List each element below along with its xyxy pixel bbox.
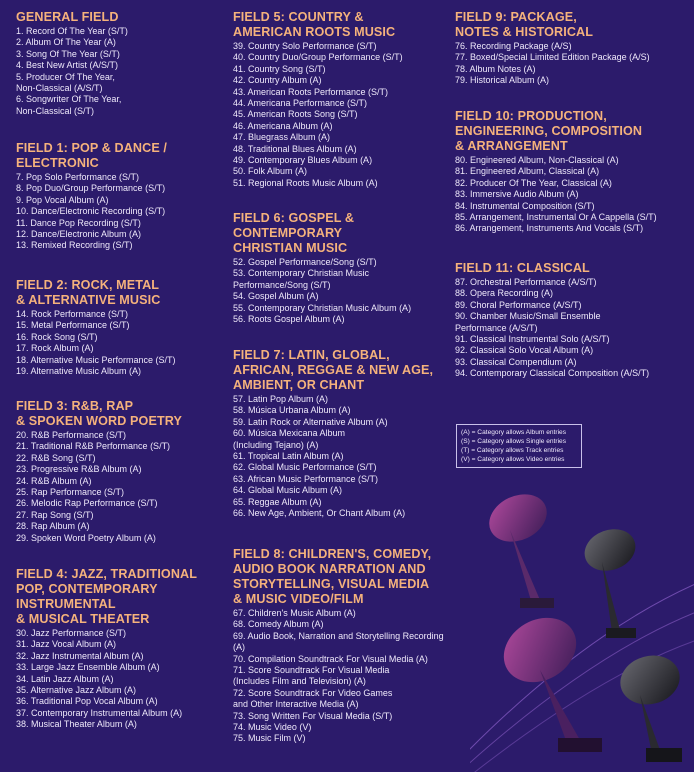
category-item: 56. Roots Gospel Album (A) — [233, 314, 345, 325]
field-heading: FIELD 5: COUNTRY & AMERICAN ROOTS MUSIC — [233, 10, 396, 39]
field-heading: FIELD 10: PRODUCTION, ENGINEERING, COMPOSITION & ARRANGEMENT — [455, 109, 643, 153]
category-item: 47. Bluegrass Album (A) — [233, 132, 331, 143]
category-item: 63. African Music Performance (S/T) — [233, 473, 379, 484]
category-item: 27. Rap Song (S/T) — [16, 509, 94, 520]
category-item: 81. Engineered Album, Classical (A) — [455, 166, 600, 177]
category-item: 61. Tropical Latin Album (A) — [233, 451, 344, 462]
category-item: 75. Music Film (V) — [233, 733, 306, 744]
category-item: 80. Engineered Album, Non-Classical (A) — [455, 155, 619, 165]
field-section — [233, 348, 451, 519]
category-item: 64. Global Music Album (A) — [233, 485, 343, 496]
field-section — [16, 567, 222, 731]
field-section — [233, 211, 451, 325]
category-item: 5. Producer Of The Year, Non-Classical (A/S/T) — [16, 71, 115, 94]
category-item: 34. Latin Jazz Album (A) — [16, 673, 114, 684]
category-item: 30. Jazz Performance (S/T) — [16, 628, 127, 638]
category-item: 82. Producer Of The Year, Classical (A) — [455, 177, 612, 188]
category-item: 48. Traditional Blues Album (A) — [233, 143, 357, 154]
category-item: 60. Música Mexicana Album (Including Tejano) (A) — [233, 428, 346, 450]
category-item: 16. Rock Song (S/T) — [16, 331, 98, 342]
category-item: 7. Pop Solo Performance (S/T) — [16, 172, 140, 182]
category-item: 23. Progressive R&B Album (A) — [16, 464, 142, 475]
field-heading: FIELD 7: LATIN, GLOBAL, AFRICAN, REGGAE & NEW AGE, AMBIENT, OR CHANT — [233, 348, 434, 392]
field-heading: GENERAL FIELD — [16, 10, 119, 24]
field-heading: FIELD 1: POP & DANCE / ELECTRONIC — [16, 141, 168, 170]
category-list — [233, 41, 451, 189]
category-item: 13. Remixed Recording (S/T) — [16, 240, 133, 251]
category-list — [16, 26, 222, 117]
category-list — [455, 41, 687, 87]
category-item: 92. Classical Solo Vocal Album (A) — [455, 345, 594, 356]
category-item: 14. Rock Performance (S/T) — [16, 309, 129, 319]
gramophone-trophies-illustration — [470, 480, 694, 772]
category-item: 51. Regional Roots Music Album (A) — [233, 177, 378, 188]
trophy-4 — [615, 649, 685, 762]
category-item: 78. Album Notes (A) — [455, 63, 536, 74]
category-item: 36. Traditional Pop Vocal Album (A) — [16, 696, 158, 707]
category-item: 53. Contemporary Christian Music Performance/Song (S/T) — [233, 268, 370, 290]
category-item: 1. Record Of The Year (S/T) — [16, 26, 128, 36]
category-item: 19. Alternative Music Album (A) — [16, 366, 142, 377]
category-item: 71. Score Soundtrack For Visual Media (Includes Film and Television) (A) — [233, 665, 390, 687]
field-section — [16, 10, 222, 117]
field-section — [16, 141, 222, 252]
category-item: 21. Traditional R&B Performance (S/T) — [16, 441, 171, 452]
category-item: 17. Rock Album (A) — [16, 343, 94, 354]
category-item: 59. Latin Rock or Alternative Album (A) — [233, 416, 388, 427]
trophy-2 — [579, 522, 642, 638]
category-list — [16, 430, 222, 544]
category-item: 83. Immersive Audio Album (A) — [455, 189, 579, 200]
category-item: 6. Songwriter Of The Year, Non-Classical (S/T) — [16, 94, 122, 116]
legend-track: (T) = Category allows Track entries — [461, 447, 564, 454]
category-item: 38. Musical Theater Album (A) — [16, 719, 137, 730]
field-section — [16, 278, 222, 377]
category-item: 91. Classical Instrumental Solo (A/S/T) — [455, 334, 610, 345]
field-heading: FIELD 9: PACKAGE, NOTES & HISTORICAL — [455, 10, 594, 39]
category-item: 74. Music Video (V) — [233, 722, 312, 733]
legend-video: (V) = Category allows Video entries — [461, 456, 565, 463]
category-list — [16, 172, 222, 252]
legend-album: (A) = Category allows Album entries — [461, 429, 566, 436]
category-legend — [456, 424, 582, 468]
category-item: 58. Música Urbana Album (A) — [233, 405, 351, 416]
category-item: 55. Contemporary Christian Music Album (A) — [233, 302, 412, 313]
category-item: 86. Arrangement, Instruments And Vocals (S/T) — [455, 223, 644, 234]
field-section — [455, 10, 687, 87]
category-item: 79. Historical Album (A) — [455, 75, 550, 86]
category-item: 76. Recording Package (A/S) — [455, 41, 572, 51]
category-list — [455, 155, 687, 235]
category-item: 31. Jazz Vocal Album (A) — [16, 639, 117, 650]
category-item: 73. Song Written For Visual Media (S/T) — [233, 710, 393, 721]
field-heading: FIELD 11: CLASSICAL — [455, 261, 590, 275]
category-item: 10. Dance/Electronic Recording (S/T) — [16, 206, 166, 217]
category-list — [16, 628, 222, 731]
category-item: 12. Dance/Electronic Album (A) — [16, 229, 142, 240]
field-section — [233, 10, 451, 189]
field-heading: FIELD 2: ROCK, METAL & ALTERNATIVE MUSIC — [16, 278, 161, 307]
category-list — [233, 257, 451, 325]
field-heading: FIELD 4: JAZZ, TRADITIONAL POP, CONTEMPORARY INSTRUMENTAL & MUSICAL THEATER — [16, 567, 198, 626]
category-list — [233, 394, 451, 519]
field-heading: FIELD 8: CHILDREN'S, COMEDY, AUDIO BOOK NARRATION AND STORYTELLING, VISUAL MEDIA & MUSIC VIDEO/FILM — [233, 547, 432, 606]
category-list — [233, 608, 451, 745]
category-item: 9. Pop Vocal Album (A) — [16, 194, 109, 205]
field-heading: FIELD 3: R&B, RAP & SPOKEN WORD POETRY — [16, 399, 182, 428]
category-list — [455, 277, 687, 380]
category-item: 52. Gospel Performance/Song (S/T) — [233, 257, 377, 267]
category-item: 35. Alternative Jazz Album (A) — [16, 685, 137, 696]
category-item: 69. Audio Book, Narration and Storytelling Recording (A) — [233, 630, 444, 653]
category-list — [16, 309, 222, 377]
category-item: 11. Dance Pop Recording (S/T) — [16, 217, 141, 228]
category-item: 2. Album Of The Year (A) — [16, 37, 116, 48]
category-item: 18. Alternative Music Performance (S/T) — [16, 354, 176, 365]
legend-single: (S) = Category allows Single entries — [461, 438, 566, 445]
category-item: 39. Country Solo Performance (S/T) — [233, 41, 377, 51]
category-item: 44. Americana Performance (S/T) — [233, 98, 368, 109]
category-item: 87. Orchestral Performance (A/S/T) — [455, 277, 597, 287]
category-item: 90. Chamber Music/Small Ensemble Performance (A/S/T) — [455, 311, 601, 333]
category-item: 66. New Age, Ambient, Or Chant Album (A) — [233, 508, 406, 519]
category-item: 65. Reggae Album (A) — [233, 496, 322, 507]
category-item: 8. Pop Duo/Group Performance (S/T) — [16, 183, 166, 194]
category-item: 32. Jazz Instrumental Album (A) — [16, 650, 144, 661]
category-item: 28. Rap Album (A) — [16, 521, 90, 532]
category-item: 68. Comedy Album (A) — [233, 619, 324, 630]
trophy-1 — [482, 485, 555, 608]
category-item: 93. Classical Compendium (A) — [455, 356, 577, 367]
category-item: 49. Contemporary Blues Album (A) — [233, 155, 373, 166]
category-item: 84. Instrumental Composition (S/T) — [455, 200, 595, 211]
category-item: 70. Compilation Soundtrack For Visual Media (A) — [233, 653, 428, 664]
category-item: 43. American Roots Performance (S/T) — [233, 86, 389, 97]
category-item: 42. Country Album (A) — [233, 75, 322, 86]
category-item: 24. R&B Album (A) — [16, 475, 92, 486]
category-item: 89. Choral Performance (A/S/T) — [455, 299, 582, 310]
field-section — [233, 547, 451, 745]
category-item: 54. Gospel Album (A) — [233, 291, 319, 302]
category-item: 72. Score Soundtrack For Video Games and Other Interactive Media (A) — [233, 687, 393, 710]
category-item: 94. Contemporary Classical Composition (A/S/T) — [455, 368, 650, 379]
category-item: 88. Opera Recording (A) — [455, 288, 554, 299]
category-item: 50. Folk Album (A) — [233, 166, 308, 177]
category-item: 67. Children's Music Album (A) — [233, 608, 356, 618]
category-item: 22. R&B Song (S/T) — [16, 452, 96, 463]
category-item: 33. Large Jazz Ensemble Album (A) — [16, 662, 160, 673]
category-item: 15. Metal Performance (S/T) — [16, 320, 130, 331]
category-item: 41. Country Song (S/T) — [233, 63, 326, 74]
category-item: 57. Latin Pop Album (A) — [233, 394, 329, 404]
category-item: 62. Global Music Performance (S/T) — [233, 462, 377, 473]
category-item: 3. Song Of The Year (S/T) — [16, 48, 120, 59]
field-section — [16, 399, 222, 544]
category-item: 25. Rap Performance (S/T) — [16, 487, 125, 498]
category-item: 29. Spoken Word Poetry Album (A) — [16, 532, 156, 543]
category-item: 77. Boxed/Special Limited Edition Package (A/S) — [455, 52, 650, 63]
field-heading: FIELD 6: GOSPEL & CONTEMPORARY CHRISTIAN MUSIC — [233, 211, 355, 255]
category-item: 4. Best New Artist (A/S/T) — [16, 60, 119, 71]
category-item: 46. Americana Album (A) — [233, 120, 333, 131]
category-item: 40. Country Duo/Group Performance (S/T) — [233, 52, 403, 63]
category-item: 85. Arrangement, Instrumental Or A Cappella (S/T) — [455, 212, 657, 223]
field-section — [455, 261, 687, 380]
field-section — [455, 109, 687, 235]
category-item: 45. American Roots Song (S/T) — [233, 109, 358, 120]
category-item: 20. R&B Performance (S/T) — [16, 430, 127, 440]
category-item: 26. Melodic Rap Performance (S/T) — [16, 498, 158, 509]
category-item: 37. Contemporary Instrumental Album (A) — [16, 707, 183, 718]
